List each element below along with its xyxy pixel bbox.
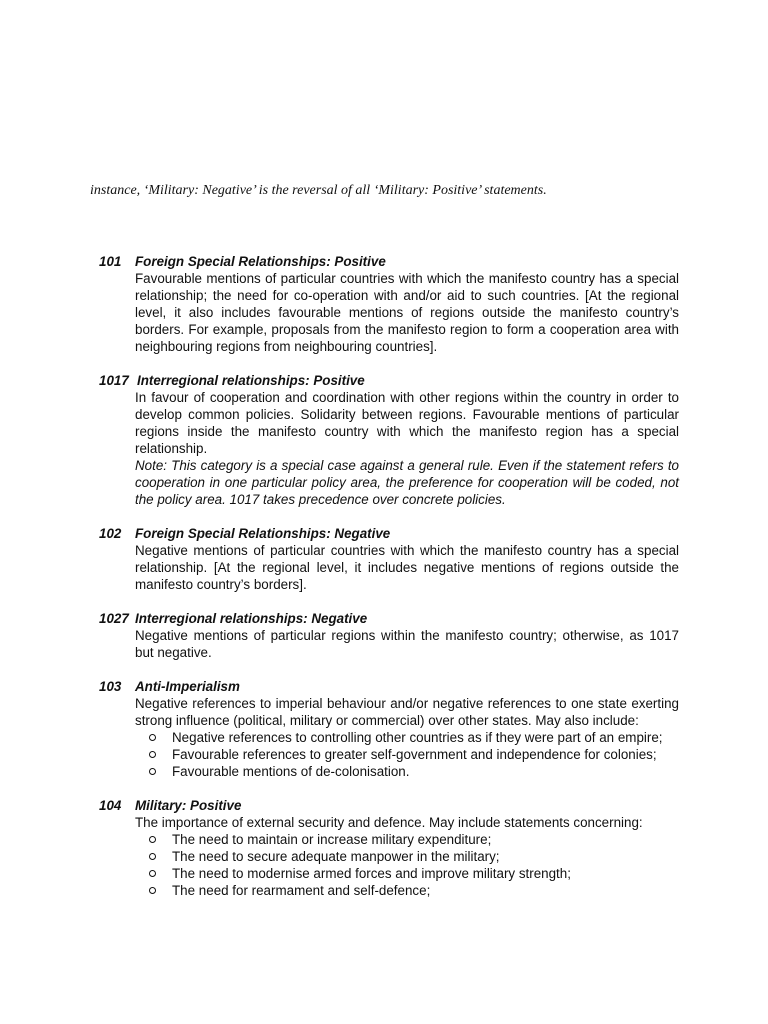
hollow-circle-bullet-icon [149,734,156,741]
category-description: Favourable mentions of particular countries with which the manifesto country has a special relationship; the need for co-operation with and/or aid to such countries. [At the regional level, it also includes favourable mentions of regions outside the manifesto country’s borders. For example, proposals from the manifesto region to form a cooperation area with neighbouring regions from neighbouring countries]. [135,271,679,354]
category-title: Foreign Special Relationships: Negative [135,526,391,541]
category-body [135,270,679,355]
category-heading [99,610,679,627]
hollow-circle-bullet-icon [149,751,156,758]
list-item-text: Favourable mentions of de-colonisation. [172,764,410,779]
hollow-circle-bullet-icon [149,853,156,860]
category-body [135,542,679,593]
category-title: Foreign Special Relationships: Positive [135,254,386,269]
category-description: In favour of cooperation and coordination with other regions within the country in order to develop common policies. Solidarity between regions. Favourable mentions of particular regions inside the manifesto country with which the manifesto region has a special relationship. [135,390,679,456]
hollow-circle-bullet-icon [149,887,156,894]
category-code: 104 [99,798,122,813]
category-code: 102 [99,526,122,541]
list-item [149,882,679,899]
category-code: 1027 [99,611,129,626]
category-body [135,695,679,780]
category-code: 103 [99,679,122,694]
list-item [149,763,679,780]
category-1017 [99,372,679,508]
category-title: Interregional relationships: Negative [135,611,368,626]
category-code: 1017 [99,373,129,388]
category-heading [99,253,679,270]
hollow-circle-bullet-icon [149,836,156,843]
list-item [149,865,679,882]
list-item-text: The need to secure adequate manpower in the military; [172,849,500,864]
bullet-list [135,831,679,899]
category-body [135,814,679,899]
category-101 [99,253,679,355]
hollow-circle-bullet-icon [149,768,156,775]
category-description: Negative mentions of particular regions within the manifesto country; otherwise, as 1017 but negative. [135,628,679,660]
category-1027 [99,610,679,661]
hollow-circle-bullet-icon [149,870,156,877]
category-104 [99,797,679,899]
category-list [99,253,679,916]
list-item-text: The need for rearmament and self-defence; [172,883,431,898]
list-item-text: The need to maintain or increase military expenditure; [172,832,492,847]
category-103 [99,678,679,780]
list-item [149,729,679,746]
list-item [149,848,679,865]
category-heading [99,797,679,814]
intro-text: instance, ‘Military: Negative’ is the reversal of all ‘Military: Positive’ statements. [90,183,547,198]
category-102 [99,525,679,593]
list-item-text: Negative references to controlling other countries as if they were part of an empire; [172,730,663,745]
list-item [149,831,679,848]
list-item-text: The need to modernise armed forces and improve military strength; [172,866,571,881]
category-note: Note: This category is a special case against a general rule. Even if the statement refers to cooperation in one particular policy area, the preference for cooperation will be coded, not the policy area. 1017 takes precedence over concrete policies. [135,458,679,507]
category-title: Interregional relationships: Positive [137,373,365,388]
category-description: Negative mentions of particular countries with which the manifesto country has a special relationship. [At the regional level, it includes negative mentions of regions outside the manifesto country’s borders]. [135,543,679,592]
category-description: The importance of external security and defence. May include statements concerning: [135,815,643,830]
category-code: 101 [99,254,122,269]
category-title: Anti-Imperialism [135,679,240,694]
category-body [135,389,679,508]
category-heading [99,372,679,389]
category-description: Negative references to imperial behaviour and/or negative references to one state exerting strong influence (political, military or commercial) over other states. May also include: [135,696,679,728]
category-title: Military: Positive [135,798,242,813]
category-heading [99,678,679,695]
category-heading [99,525,679,542]
bullet-list [135,729,679,780]
category-body [135,627,679,661]
list-item-text: Favourable references to greater self-government and independence for colonies; [172,747,657,762]
list-item [149,746,679,763]
